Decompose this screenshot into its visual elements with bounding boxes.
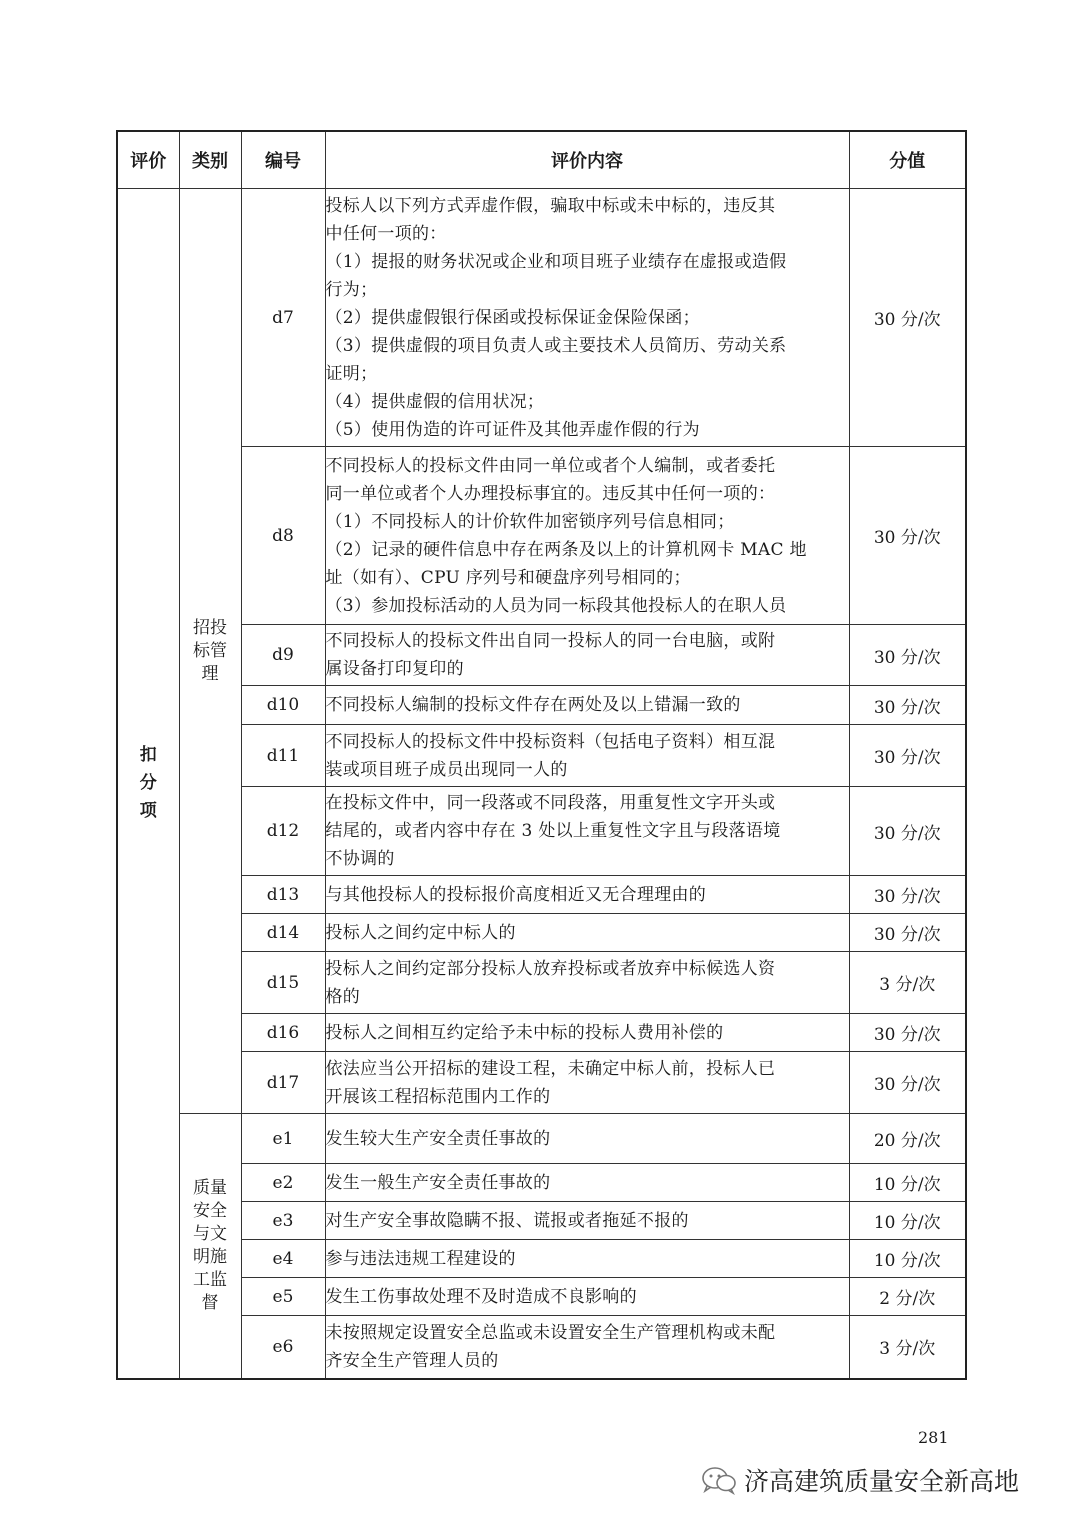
- code-cell: e3: [241, 1202, 325, 1240]
- score-cell: 3 分/次: [849, 1316, 966, 1379]
- content-line: 对生产安全事故隐瞒不报、谎报或者拖延不报的: [325, 1210, 689, 1231]
- code-cell: d17: [241, 1052, 325, 1114]
- content-line: 依法应当公开招标的建设工程，未确定中标人前，投标人已: [325, 1058, 776, 1079]
- table-row: [117, 1014, 966, 1052]
- evaluation-label: 扣分项: [139, 745, 157, 822]
- content-cell: [325, 725, 849, 787]
- content-line: 发生较大生产安全责任事故的: [325, 1128, 551, 1149]
- code-cell: d11: [241, 725, 325, 787]
- content-line: 结尾的，或者内容中存在 3 处以上重复性文字且与段落语境: [325, 821, 781, 841]
- table-row: [117, 1164, 966, 1202]
- content-line: 与其他投标人的投标报价高度相近又无合理理由的: [325, 884, 707, 905]
- table-row: [117, 787, 966, 876]
- score-cell: 10 分/次: [849, 1240, 966, 1278]
- header-score: 分值: [849, 131, 966, 189]
- table-row: [117, 1202, 966, 1240]
- table-row: [117, 189, 966, 447]
- table-row: [117, 625, 966, 686]
- score-cell: 2 分/次: [849, 1278, 966, 1316]
- content-line: 在投标文件中，同一段落或不同段落，用重复性文字开头或: [325, 793, 776, 813]
- category-cell-bidding: [179, 189, 241, 1114]
- content-line: 证明；: [325, 363, 378, 384]
- content-line: 开展该工程招标范围内工作的: [325, 1086, 551, 1107]
- content-line: 投标人以下列方式弄虚作假，骗取中标或未中标的，违反其: [325, 195, 776, 216]
- table-row: [117, 1240, 966, 1278]
- content-line: （3）参加投标活动的人员为同一标段其他投标人的在职人员: [325, 595, 787, 616]
- content-line: 不同投标人的投标文件由同一单位或者个人编制，或者委托: [325, 455, 776, 476]
- score-cell: 10 分/次: [849, 1164, 966, 1202]
- content-line: 不同投标人的投标文件出自同一投标人的同一台电脑，或附: [325, 631, 776, 651]
- header-category: 类别: [179, 131, 241, 189]
- content-line: （4）提供虚假的信用状况；: [325, 391, 545, 412]
- evaluation-cell: [117, 189, 179, 1379]
- page-number: 281: [918, 1428, 949, 1447]
- content-line: 址（如有）、CPU 序列号和硬盘序列号相同的；: [325, 567, 691, 588]
- code-cell: d7: [241, 189, 325, 447]
- code-cell: e5: [241, 1278, 325, 1316]
- content-line: 齐安全生产管理人员的: [325, 1350, 499, 1371]
- content-line: 属设备打印复印的: [325, 659, 464, 679]
- code-cell: d8: [241, 447, 325, 625]
- score-cell: 30 分/次: [849, 1052, 966, 1114]
- score-cell: 3 分/次: [849, 952, 966, 1014]
- score-cell: 30 分/次: [849, 725, 966, 787]
- code-cell: d12: [241, 787, 325, 876]
- category-cell-quality: [179, 1114, 241, 1379]
- content-line: （1）不同投标人的计价软件加密锁序列号信息相同；: [325, 511, 735, 532]
- content-line: （3）提供虚假的项目负责人或主要技术人员简历、劳动关系: [325, 335, 787, 356]
- table-row: [117, 914, 966, 952]
- watermark-text: 济高建筑质量安全新高地: [744, 1467, 1020, 1496]
- content-line: 不协调的: [325, 849, 395, 869]
- content-line: （5）使用伪造的许可证件及其他弄虚作假的行为: [325, 419, 700, 440]
- content-cell: [325, 1278, 849, 1316]
- code-cell: e4: [241, 1240, 325, 1278]
- header-evaluation: 评价: [117, 131, 179, 189]
- code-cell: d14: [241, 914, 325, 952]
- table-row: [117, 447, 966, 625]
- content-line: 未按照规定设置安全总监或未设置安全生产管理机构或未配: [325, 1322, 776, 1343]
- code-cell: d9: [241, 625, 325, 686]
- content-line: （2）记录的硬件信息中存在两条及以上的计算机网卡 MAC 地: [325, 539, 807, 560]
- content-line: 投标人之间相互约定给予未中标的投标人费用补偿的: [325, 1022, 724, 1043]
- content-cell: [325, 1014, 849, 1052]
- content-line: 发生工伤事故处理不及时造成不良影响的: [325, 1286, 637, 1307]
- content-line: （2）提供虚假银行保函或投标保证金保险保函；: [325, 307, 700, 328]
- code-cell: e2: [241, 1164, 325, 1202]
- score-cell: 30 分/次: [849, 787, 966, 876]
- content-line: 参与违法违规工程建设的: [325, 1248, 516, 1269]
- content-line: 投标人之间约定部分投标人放弃投标或者放弃中标候选人资: [325, 958, 776, 979]
- score-cell: 30 分/次: [849, 914, 966, 952]
- table-row: [117, 952, 966, 1014]
- content-line: 中任何一项的：: [325, 223, 447, 244]
- score-cell: 30 分/次: [849, 686, 966, 725]
- content-cell: [325, 447, 849, 625]
- content-cell: [325, 1052, 849, 1114]
- content-line: 不同投标人的投标文件中投标资料（包括电子资料）相互混: [325, 731, 776, 752]
- code-cell: d13: [241, 876, 325, 914]
- category-label: 质量安全与文明施工监督: [193, 1177, 227, 1313]
- table-row: [117, 686, 966, 725]
- content-cell: [325, 686, 849, 725]
- content-cell: [325, 625, 849, 686]
- content-line: 装或项目班子成员出现同一人的: [325, 759, 568, 780]
- content-line: 同一单位或者个人办理投标事宜的。违反其中任何一项的：: [325, 483, 776, 504]
- header-content: 评价内容: [325, 131, 849, 189]
- content-cell: [325, 1202, 849, 1240]
- content-cell: [325, 1164, 849, 1202]
- content-line: 发生一般生产安全责任事故的: [325, 1172, 551, 1193]
- evaluation-table: [116, 130, 967, 1380]
- content-cell: [325, 787, 849, 876]
- content-cell: [325, 1240, 849, 1278]
- score-cell: 30 分/次: [849, 876, 966, 914]
- content-cell: [325, 1316, 849, 1379]
- code-cell: d16: [241, 1014, 325, 1052]
- content-line: 行为；: [325, 279, 378, 300]
- content-cell: [325, 952, 849, 1014]
- score-cell: 30 分/次: [849, 625, 966, 686]
- table-header-row: [117, 131, 966, 189]
- content-line: 不同投标人编制的投标文件存在两处及以上错漏一致的: [325, 695, 741, 715]
- content-cell: [325, 876, 849, 914]
- content-line: 格的: [325, 986, 361, 1007]
- content-line: （1）提报的财务状况或企业和项目班子业绩存在虚报或造假: [325, 251, 787, 272]
- code-cell: e6: [241, 1316, 325, 1379]
- watermark: [700, 1460, 1019, 1500]
- table-row: [117, 1052, 966, 1114]
- content-cell: [325, 1114, 849, 1164]
- score-cell: 10 分/次: [849, 1202, 966, 1240]
- score-cell: 30 分/次: [849, 1014, 966, 1052]
- score-cell: 30 分/次: [849, 447, 966, 625]
- content-line: 投标人之间约定中标人的: [325, 922, 516, 943]
- table-row: [117, 876, 966, 914]
- table-row: [117, 725, 966, 787]
- wechat-icon: [700, 1465, 738, 1495]
- table-row: [117, 1278, 966, 1316]
- score-cell: 20 分/次: [849, 1114, 966, 1164]
- header-code: 编号: [241, 131, 325, 189]
- content-cell: [325, 189, 849, 447]
- code-cell: d15: [241, 952, 325, 1014]
- code-cell: d10: [241, 686, 325, 725]
- table-row: [117, 1316, 966, 1379]
- table-row: [117, 1114, 966, 1164]
- category-label: 招投标管理: [193, 617, 227, 684]
- content-cell: [325, 914, 849, 952]
- code-cell: e1: [241, 1114, 325, 1164]
- score-cell: 30 分/次: [849, 189, 966, 447]
